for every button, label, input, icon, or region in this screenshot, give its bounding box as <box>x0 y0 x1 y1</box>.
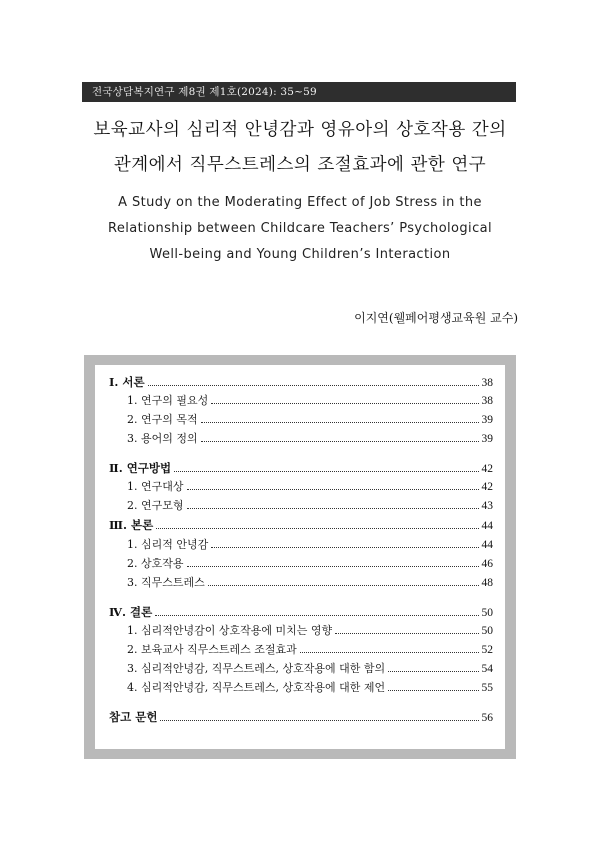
toc-entry-label: Ⅰ. 서론 <box>109 375 145 389</box>
toc-page-number: 38 <box>481 377 493 389</box>
author-affiliation: 이지연(웰페어평생교육원 교수) <box>354 311 518 325</box>
toc-page-number: 43 <box>481 500 493 512</box>
toc-dot-leader <box>187 508 479 509</box>
toc-dot-leader <box>388 690 478 691</box>
toc-subsection-entry[interactable] <box>127 660 493 678</box>
toc-page-number: 44 <box>481 539 493 551</box>
toc-page-number: 50 <box>481 625 493 637</box>
toc-subsection-entry[interactable] <box>127 478 493 496</box>
toc-dot-leader <box>211 547 478 548</box>
toc-page-number: 50 <box>481 607 493 619</box>
toc-dot-leader <box>160 720 478 721</box>
toc-subsection-entry[interactable] <box>127 641 493 659</box>
toc-subsection-entry[interactable] <box>127 536 493 554</box>
english-title-line-3: Well-being and Young Children’s Interaction <box>149 247 451 262</box>
toc-dot-leader <box>201 422 479 423</box>
toc-entry-label: 3. 용어의 정의 <box>127 432 198 445</box>
toc-entry-label: 1. 연구대상 <box>127 480 184 493</box>
toc-dot-leader <box>208 585 479 586</box>
toc-entry-label: 2. 연구의 목적 <box>127 413 198 426</box>
toc-page-number: 48 <box>481 577 493 589</box>
toc-entry-label: 2. 상호작용 <box>127 557 184 570</box>
toc-section-entry[interactable] <box>109 516 493 534</box>
toc-dot-leader <box>148 385 479 386</box>
toc-entry-label: Ⅲ. 본론 <box>109 518 154 532</box>
toc-page-number: 39 <box>481 433 493 445</box>
toc-subsection-entry[interactable] <box>127 392 493 410</box>
toc-dot-leader <box>174 471 478 472</box>
toc-page-number: 54 <box>481 663 493 675</box>
toc-page-number: 42 <box>481 463 493 475</box>
korean-title-line-2: 관계에서 직무스트레스의 조절효과에 관한 연구 <box>113 155 487 175</box>
toc-dot-leader <box>187 489 479 490</box>
toc-subsection-entry[interactable] <box>127 555 493 573</box>
journal-header-bar: 전국상담복지연구 제8권 제1호(2024): 35~59 <box>82 82 516 102</box>
toc-subsection-entry[interactable] <box>127 411 493 429</box>
table-of-contents-frame <box>84 355 516 759</box>
toc-subsection-entry[interactable] <box>127 622 493 640</box>
toc-page-number: 39 <box>481 414 493 426</box>
toc-entry-label: Ⅱ. 연구방법 <box>109 461 172 475</box>
toc-entry-label: 참고 문헌 <box>109 710 158 724</box>
toc-section-entry[interactable] <box>109 708 493 726</box>
toc-entry-label: 1. 심리적안녕감이 상호작용에 미치는 영향 <box>127 624 333 637</box>
table-of-contents <box>95 365 505 749</box>
toc-subsection-entry[interactable] <box>127 679 493 697</box>
toc-subsection-entry[interactable] <box>127 497 493 515</box>
korean-title-line-1: 보육교사의 심리적 안녕감과 영유아의 상호작용 간의 <box>93 120 507 140</box>
toc-section-entry[interactable] <box>109 603 493 621</box>
toc-dot-leader <box>155 615 478 616</box>
english-title-line-2: Relationship between Childcare Teachers’ Psychological <box>107 221 492 236</box>
toc-entry-label: 3. 심리적안녕감, 직무스트레스, 상호작용에 대한 함의 <box>127 662 386 675</box>
toc-entry-label: 1. 심리적 안녕감 <box>127 538 209 551</box>
toc-dot-leader <box>187 566 479 567</box>
toc-page-number: 46 <box>481 558 493 570</box>
toc-page-number: 42 <box>481 481 493 493</box>
toc-dot-leader <box>335 633 478 634</box>
toc-dot-leader <box>201 441 479 442</box>
toc-subsection-entry[interactable] <box>127 430 493 448</box>
toc-dot-leader <box>388 671 478 672</box>
toc-page-number: 52 <box>481 644 493 656</box>
english-title-line-1: A Study on the Moderating Effect of Job Stress in the <box>118 195 482 210</box>
toc-entry-label: 2. 연구모형 <box>127 499 184 512</box>
toc-section-entry[interactable] <box>109 459 493 477</box>
toc-entry-label: 3. 직무스트레스 <box>127 576 205 589</box>
toc-entry-label: 1. 연구의 필요성 <box>127 394 209 407</box>
toc-subsection-entry[interactable] <box>127 574 493 592</box>
toc-page-number: 56 <box>481 712 493 724</box>
toc-entry-label: 4. 심리적안녕감, 직무스트레스, 상호작용에 대한 제언 <box>127 681 386 694</box>
toc-page-number: 38 <box>481 395 493 407</box>
toc-entry-label: Ⅳ. 결론 <box>109 605 153 619</box>
toc-dot-leader <box>300 652 479 653</box>
toc-page-number: 44 <box>481 520 493 532</box>
toc-dot-leader <box>156 528 478 529</box>
toc-dot-leader <box>211 403 478 404</box>
toc-section-entry[interactable] <box>109 373 493 391</box>
toc-page-number: 55 <box>481 682 493 694</box>
toc-entry-label: 2. 보육교사 직무스트레스 조절효과 <box>127 643 297 656</box>
